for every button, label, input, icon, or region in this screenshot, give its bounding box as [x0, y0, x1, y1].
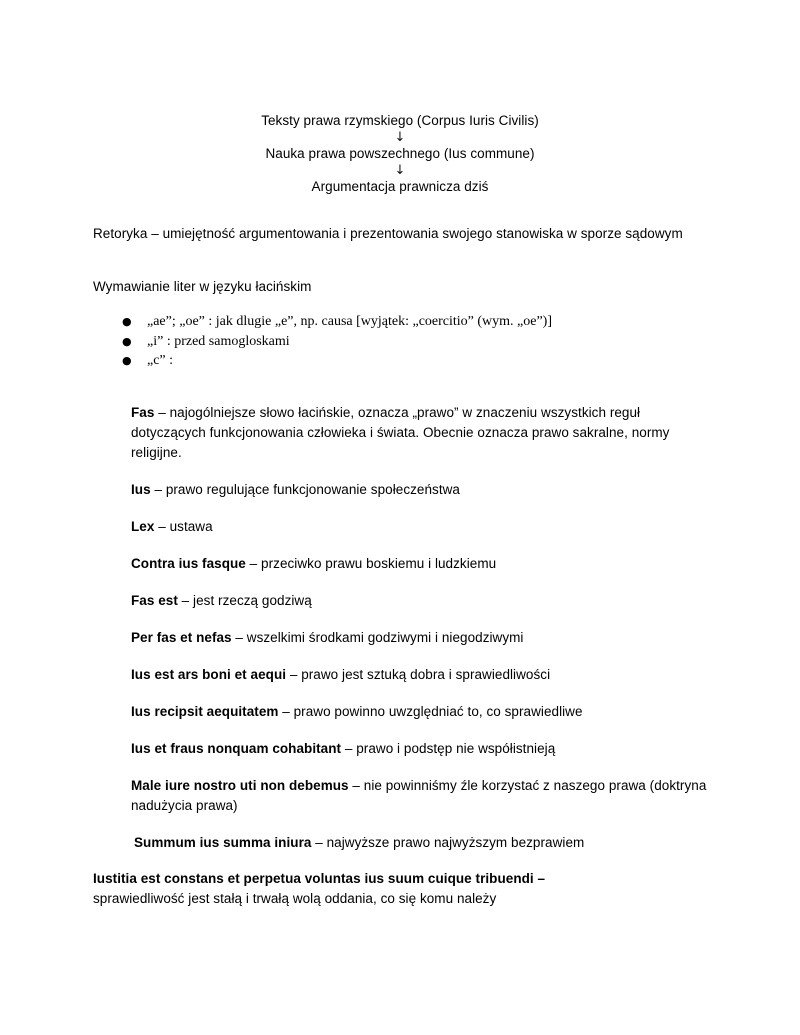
definition-term: Male iure nostro uti non debemus: [131, 778, 349, 793]
definition-gloss: – prawo regulujące funkcjonowanie społeczeństwa: [150, 482, 460, 497]
list-item: [122, 332, 682, 352]
definition-gloss: – nie powinniśmy źle korzystać z naszego prawa (doktryna nadużycia prawa): [131, 778, 707, 813]
definition-gloss: – prawo powinno uwzględniać to, co sprawiedliwe: [278, 704, 583, 719]
final-maxim-block: [93, 869, 709, 909]
list-item-label: „ae”; „oe” : jak dlugie „e”, np. causa [wyjątek: „coercitio” (wym. „oe”)]: [147, 314, 553, 329]
bullet-icon: ●: [122, 354, 132, 367]
definition-term: Fas: [131, 405, 155, 420]
list-item: [122, 351, 682, 371]
bullet-icon: ●: [122, 315, 132, 328]
final-maxim-term: Iustitia est constans et perpetua voluntas ius suum cuique tribuendi –: [93, 871, 546, 886]
definition-entry: [131, 628, 709, 648]
definition-term: Summum ius summa iniura: [134, 835, 312, 850]
definition-gloss: – ustawa: [154, 519, 213, 534]
flow-line-2: Nauka prawa powszechnego (Ius commune): [265, 146, 535, 161]
definition-entry: [131, 739, 709, 759]
list-item: [122, 312, 682, 332]
bullet-icon: ●: [122, 334, 132, 348]
down-arrow-icon: ↓: [394, 163, 406, 178]
definition-gloss: – najwyższe prawo najwyższym bezprawiem: [311, 835, 585, 850]
definition-entry: [131, 591, 709, 611]
flow-line-1: Teksty prawa rzymskiego (Corpus Iuris Civilis): [261, 113, 539, 128]
down-arrow-icon: ↓: [394, 130, 406, 145]
definition-term: Lex: [131, 519, 155, 534]
definition-gloss: – najogólniejsze słowo łacińskie, oznacza „prawo” w znaczeniu wszystkich reguł dotyczących funkcjonowania człowieka i świata. Obecnie oznacza prawo sakralne, normy religijne.: [131, 405, 670, 460]
definition-gloss: – przeciwko prawu boskiemu i ludzkiemu: [245, 556, 497, 571]
definition-term: Per fas et nefas: [131, 630, 232, 645]
pronunciation-list: [122, 312, 682, 371]
definition-entry: [131, 517, 709, 537]
definition-gloss: – wszelkimi środkami godziwymi i niegodziwymi: [231, 630, 524, 645]
paragraph-wymawianie: Wymawianie liter w języku łacińskim: [93, 279, 312, 294]
flow-diagram: [0, 112, 800, 196]
definition-term: Contra ius fasque: [131, 556, 246, 571]
definition-term: Ius: [131, 482, 151, 497]
definition-gloss: – jest rzeczą godziwą: [177, 593, 312, 608]
paragraph-retoryka: Retoryka – umiejętność argumentowania i prezentowania swojego stanowiska w sporze sądowym: [93, 226, 683, 241]
definitions-list: [131, 403, 709, 853]
definition-term: Ius recipsit aequitatem: [131, 704, 279, 719]
definition-term: Ius et fraus nonquam cohabitant: [131, 741, 342, 756]
definition-term: Fas est: [131, 593, 178, 608]
definition-entry: [131, 403, 709, 463]
definition-entry: [131, 554, 709, 574]
definition-term: Ius est ars boni et aequi: [131, 667, 287, 682]
list-item-label: „i” : przed samogloskami: [147, 333, 290, 349]
definition-entry: [131, 833, 709, 853]
definition-entry: [131, 480, 709, 500]
final-maxim-gloss: sprawiedliwość jest stałą i trwałą wolą oddania, co się komu należy: [93, 891, 497, 906]
definition-gloss: – prawo i podstęp nie współistnieją: [341, 741, 556, 756]
definition-gloss: – prawo jest sztuką dobra i sprawiedliwości: [286, 667, 551, 682]
definition-entry: [131, 702, 709, 722]
definition-entry: [131, 776, 709, 816]
list-item-label: „c” :: [147, 353, 174, 368]
definition-entry: [131, 665, 709, 685]
flow-line-3: Argumentacja prawnicza dziś: [311, 179, 489, 194]
